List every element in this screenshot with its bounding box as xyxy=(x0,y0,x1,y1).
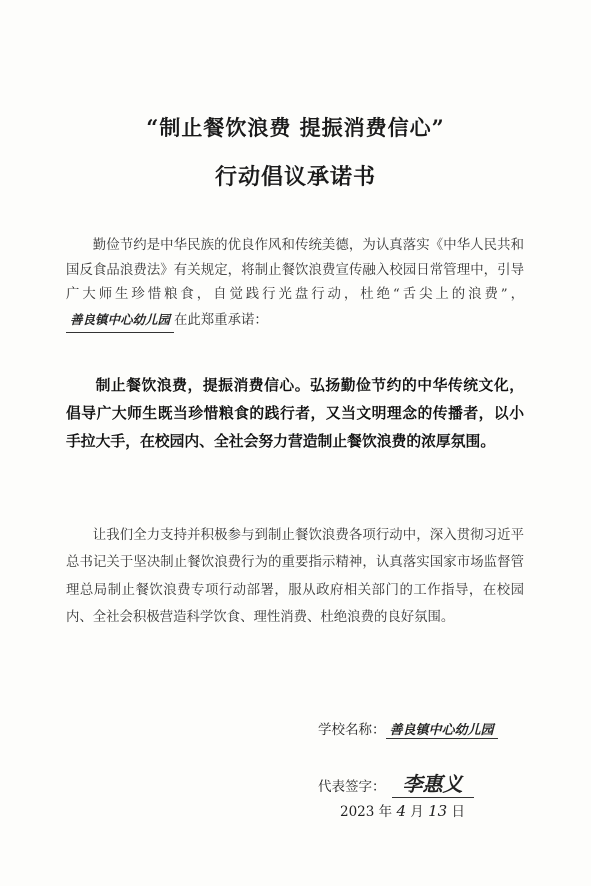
date-row xyxy=(340,800,465,820)
paragraph-3: 让我们全力支持并积极参与到制止餐饮浪费各项行动中，深入贯彻习近平总书记关于坚决制止餐饮浪费行为的重要指示精神，认真落实国家市场监督管理总局制止餐饮浪费专项行动部署，服从政府相关部门的工作指导，在校园内、全社会积极营造科学饮食、理性消费、杜绝浪费的良好氛围。 xyxy=(66,528,524,626)
document-title-line2: 行动倡议承诺书 xyxy=(214,164,376,190)
date-month: 4 xyxy=(396,802,406,820)
representative-signature-row xyxy=(318,768,474,798)
representative-signature: 李惠义 xyxy=(392,768,474,798)
date-year: 2023 xyxy=(340,804,375,820)
paragraph-1-text-end: 在此郑重承诺： xyxy=(174,312,268,328)
paragraph-2-bold: 制止餐饮浪费，提振消费信心。弘扬勤俭节约的中华传统文化，倡导广大师生既当珍惜粮食的践行者，又当文明理念的传播者，以小手拉大手，在校园内、全社会努力营造制止餐饮浪费的浓厚氛围。 xyxy=(66,377,524,450)
document-title-line1: “制止餐饮浪费 提振消费信心” xyxy=(146,115,445,140)
date-day: 13 xyxy=(428,802,448,820)
date-year-char: 年 xyxy=(378,804,393,820)
paragraph-1 xyxy=(66,234,524,333)
representative-label: 代表签字： xyxy=(318,779,386,795)
date-month-char: 月 xyxy=(410,804,424,820)
date-day-char: 日 xyxy=(451,804,465,820)
paragraph-1-text: 勤俭节约是中华民族的优良作风和传统美德，为认真落实《中华人民共和国反食品浪费法》有关规定，将制止餐饮浪费宣传融入校园日常管理中，引导广大师生珍惜粮食，自觉践行光盘行动，杜绝“舌尖上的浪费”， xyxy=(66,238,524,303)
school-name-row xyxy=(318,718,498,739)
handwritten-school-name-inline: 善良镇中心幼儿园 xyxy=(66,308,174,334)
school-name-label: 学校名称： xyxy=(318,722,386,738)
school-name-handwritten: 善良镇中心幼儿园 xyxy=(386,719,498,739)
